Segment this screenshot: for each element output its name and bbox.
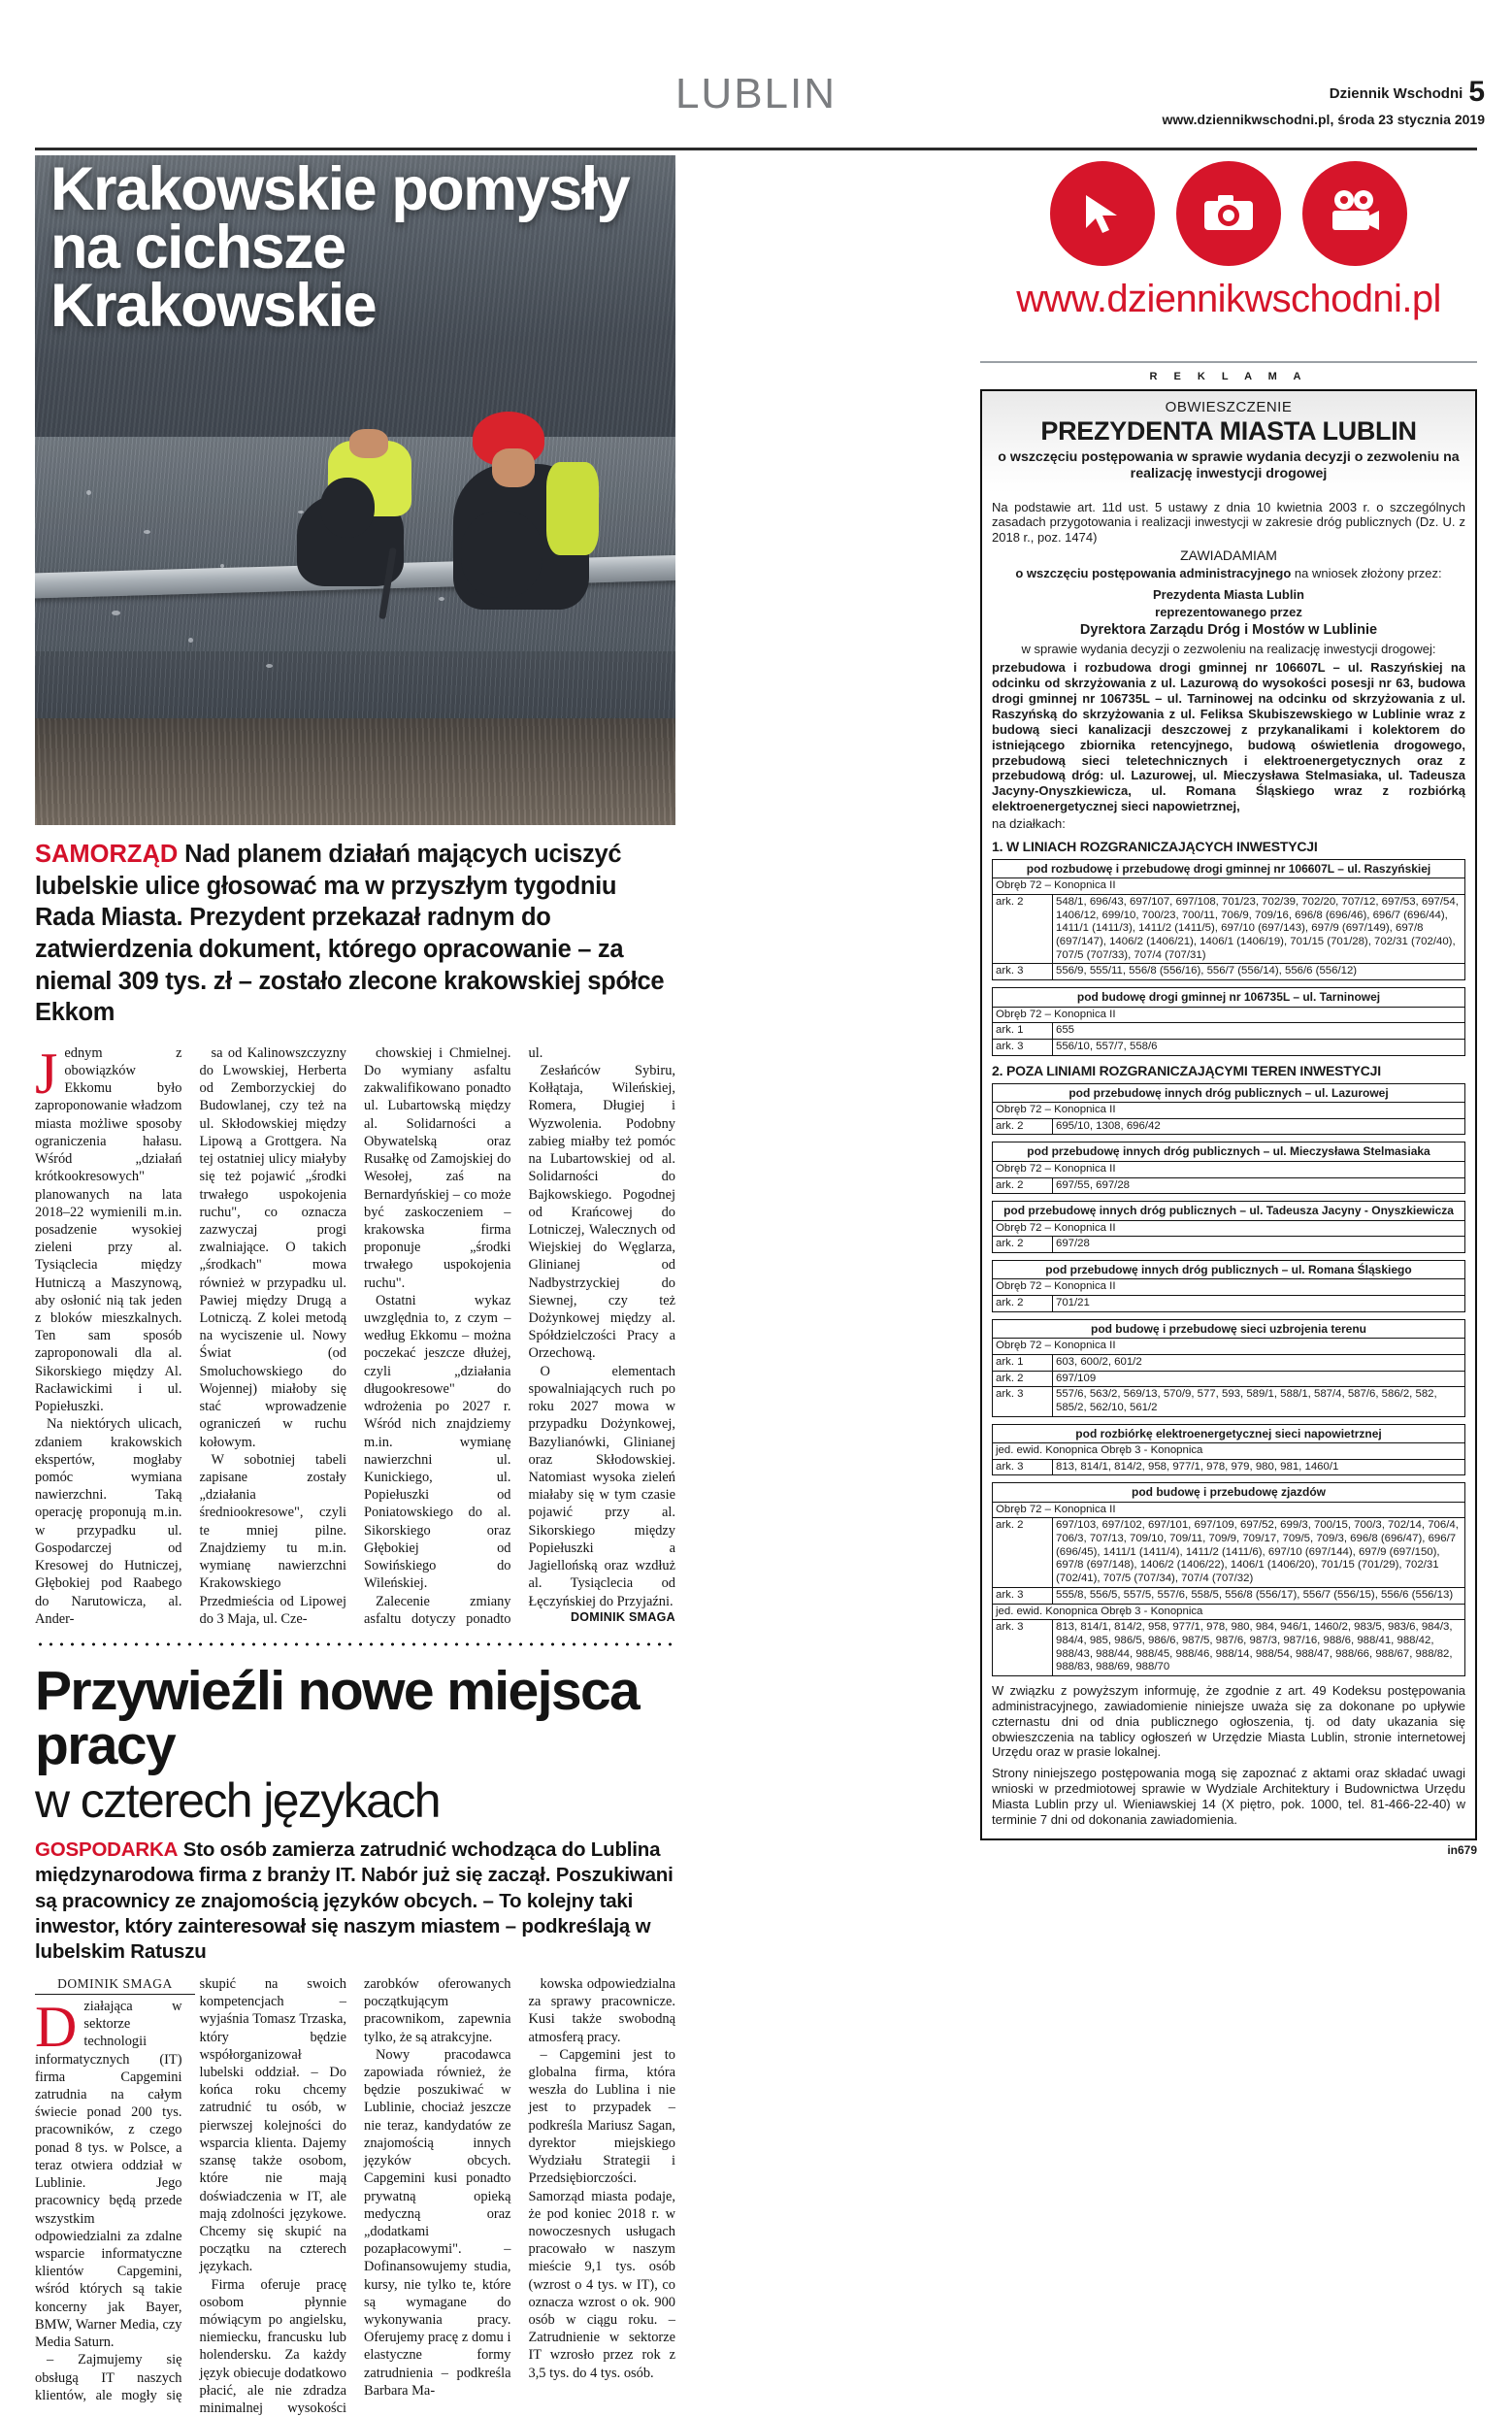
article1-para-5: Ostatni wykaz uwzględnia to, z czym – według Ekkomu – można poczekać jeszcze dłużej, czyli „działania długookresowe" do wdrożenia po 2027 r. Wśród nich znajdziemy m.in. wymianę nawierzchni ul. Kunickiego, ul. Popiełuszki od Poniatowskiego do al. Sikorskiego oraz Głębokiej od Sowińskiego do Wileńskiej. (364, 1292, 511, 1592)
table-row (993, 1371, 1465, 1387)
page-number: 5 (1468, 76, 1485, 108)
advert-foot-2: Strony niniejszego postępowania mogą się zapoznać z aktami oraz składać uwagi wnioski w przedmiotowej sprawie w Wydziale Architektury i Budownictwa Urzędu Miasta Lublin przy ul. Wieniawskiej 14 (X piętro, pok. 1000, tel. 81-466-22-40) w terminie 7 dni od dokonania zawiadomienia. (992, 1766, 1465, 1827)
article2-para-4: kowska odpowiedzialna za sprawy pracownicze. Kusi także swobodną atmosferą pracy. (528, 1975, 675, 2045)
article2-dropcap: D (35, 1994, 78, 2059)
article1-lead (35, 839, 675, 1029)
table-cell-key: ark. 3 (993, 1459, 1053, 1475)
table-row (993, 1354, 1465, 1371)
article1-para-6: Zalecenie zmiany asfaltu dotyczy ponadto ul. (364, 1044, 543, 1627)
table-cell-key: ark. 1 (993, 1354, 1053, 1371)
table-row (993, 1387, 1465, 1416)
article1-lead-text: Nad planem działań mających uciszyć lubelskie ulice głosować ma w przyszłym tygodniu Rada Miasta. Prezydent przekazał radnym do zatwierdzenia dokument, którego opracowanie – za niemal 309 tys. zł – zostało zlecone krakowskiej spółce Ekkom (35, 841, 665, 1027)
table-row (993, 1518, 1465, 1587)
table-header: pod przebudowę innych dróg publicznych – ul. Romana Śląskiego (993, 1260, 1465, 1278)
table-header: pod przebudowę innych dróg publicznych – ul. Mieczysława Stelmasiaka (993, 1142, 1465, 1161)
table-obreb: Obręb 72 – Konopnica II (993, 1279, 1465, 1296)
advert-label: R E K L A M A (1149, 371, 1308, 382)
editorial-column (35, 155, 675, 2417)
advert-wszczecie-rest: na wniosek złożony przez: (1291, 566, 1442, 581)
table-row (993, 1587, 1465, 1604)
worker-figure-1 (291, 423, 446, 617)
paper-meta: www.dziennikwschodni.pl, środa 23 stycznia 2019 (1162, 111, 1485, 127)
advert-applicant-3: Dyrektora Zarządu Dróg i Mostów w Lublinie (1079, 621, 1378, 638)
table-row (993, 964, 1465, 980)
table-row (993, 1118, 1465, 1135)
table-row (993, 1023, 1465, 1040)
table-obreb: Obręb 72 – Konopnica II (993, 1339, 1465, 1355)
article2-para-2: Firma oferuje pracę osobom płynnie mówiącym po angielsku, niemiecku, francusku lub holendersku. Za każdy język obiecuje dodatkowo płacić, ale nie zdradza minimalnej wysokości zarobków oferowanych początkującym pracownikom, zapewnia tylko, że są atrakcyjne. (199, 1975, 511, 2417)
advert-intro: Na podstawie art. 11d ust. 5 ustawy z dnia 10 kwietnia 2003 r. o szczególnych zasadach przygotowania i realizacji inwestycji w zakresie dróg publicznych (Dz. U. z 2018 r., poz. 1474) (992, 499, 1465, 546)
advert-table (992, 1319, 1465, 1417)
table-cell-key: ark. 1 (993, 1023, 1053, 1040)
article1-photo (35, 155, 675, 825)
film-projector-icon[interactable] (1302, 161, 1407, 266)
table-cell-value: 556/10, 557/7, 558/6 (1053, 1039, 1465, 1055)
advert-head-small: OBWIESZCZENIE (1165, 399, 1293, 415)
article1-dropcap: J (35, 1041, 58, 1106)
table-cell-value: 701/21 (1053, 1296, 1465, 1312)
article1-body (35, 1041, 675, 1628)
article1-para-1: Na niektórych ulicach, zdaniem krakowskich ekspertów, mogłaby pomóc wymiana nawierzchni. Taką operację proponują m.in. w przypadku ul. Gospodarczej od Kresowej do Hutniczej, Głębokiej pod Raabego do Narutowicza, al. Ander- (35, 1416, 182, 1627)
advert-section-1-title: 1. W LINIACH ROZGRANICZAJĄCYCH INWESTYCJI (992, 838, 1318, 854)
article1-para-7: Zesłańców Sybiru, Kołłątaja, Wileńskiej, Romera, Długiej i Wyzwolenia. Podobny zabieg miałby też pomóc na Lubartowskiej od al. Solidarności do Bajkowskiego. Pogodnej od Krańcowej do Lotniczej, Walecznych od Wiejskiej do Węglarza, Glinianej od Nadbystrzyckiej do Siewnej, czy też Dożynkowej między al. Spółdzielczości Pracy a Orzechową. (528, 1062, 675, 1362)
table-cell-value: 557/6, 563/2, 569/13, 570/9, 577, 593, 589/1, 588/1, 587/4, 587/6, 586/2, 582, 585/2, 562/10, 561/2 (1053, 1387, 1465, 1416)
table-cell-value: 697/109 (1053, 1371, 1465, 1387)
paper-name-row (1163, 74, 1485, 111)
paper-info (1163, 74, 1485, 128)
table-obreb: Obręb 72 – Konopnica II (993, 1007, 1465, 1023)
table-cell-value: 813, 814/1, 814/2, 958, 977/1, 978, 980, 984, 946/1, 1460/2, 983/5, 983/6, 984/3, 984/4, 985, 986/5, 986/6, 987/5, 987/6, 987/3, 987/16, 988/6, 988/41, 988/42, 988/43, 988/44, 988/45, 988/46, 988/14, 988/54, 988/47, 988/66, 988/67, 988/82, 988/83, 988/69, 988/70 (1053, 1620, 1465, 1676)
article1-para-0: ednym z obowiązków Ekkomu było zaproponowanie władzom miasta możliwe sposoby ograniczenia hałasu. Wśród „działań krótkookresowych" planowanych na lata 2018–22 wymienili m.in. posadzenie wysokiej zieleni przy al. Tysiąclecia między Hutniczą a Maszynową, aby osłonić nią tak jeden z bloków mieszkalnych. Ten sam sposób zaproponowali dla al. Sikorskiego między Al. Racławickimi i ul. Popiełuszki. (35, 1044, 182, 1415)
headline-line-1: Krakowskie pomysły (50, 155, 630, 223)
article1-signature: DOMINIK SMAGA (570, 1609, 675, 1624)
worker-figure-2 (432, 410, 616, 623)
advert-table (992, 1083, 1465, 1136)
table-obreb: Obręb 72 – Konopnica II (993, 1161, 1465, 1177)
camera-icon[interactable] (1176, 161, 1281, 266)
table-obreb: jed. ewid. Konopnica Obręb 3 - Konopnica (993, 1442, 1465, 1459)
table-header: pod budowę drogi gminnej nr 106735L – ul. Tarninowej (993, 988, 1465, 1007)
advert-tables-group-1 (992, 859, 1465, 1056)
advert-top-rule (980, 361, 1477, 363)
advert-section-2-title: 2. POZA LINIAMI ROZGRANICZAJĄCYMI TEREN INWESTYCJI (992, 1062, 1381, 1078)
table-cell-key: ark. 3 (993, 1620, 1053, 1676)
table-obreb: jed. ewid. Konopnica Obręb 3 - Konopnica (993, 1604, 1465, 1620)
table-row (993, 895, 1465, 964)
table-cell-key: ark. 3 (993, 1039, 1053, 1055)
advert-body (982, 493, 1475, 1838)
table-header: pod budowę i przebudowę zjazdów (993, 1483, 1465, 1502)
article1-para-3: W sobotniej tabeli zapisane zostały „działania średniookresowe", czyli te mniej pilne. Znajdziemy tu m.in. wymianę nawierzchni Krakowskiego Przedmieścia od Lipowej do 3 Maja, ul. Cze- (199, 1451, 346, 1627)
table-row (993, 1039, 1465, 1055)
article1-kicker: SAMORZĄD (35, 841, 179, 868)
table-obreb: Obręb 72 – Konopnica II (993, 1502, 1465, 1518)
table-cell-key: ark. 3 (993, 1387, 1053, 1416)
table-header: pod rozbudowę i przebudowę drogi gminnej nr 106607L – ul. Raszyńskiej (993, 859, 1465, 877)
table-cell-value: 655 (1053, 1023, 1465, 1040)
article2-kicker: GOSPODARKA (35, 1838, 179, 1861)
advert-table (992, 1424, 1465, 1476)
table-row (993, 1237, 1465, 1253)
table-header: pod przebudowę innych dróg publicznych – ul. Lazurowej (993, 1083, 1465, 1102)
article1-para-8: O elementach spowalniających ruch po roku 2027 mowa w przypadku Dożynkowej, Bazylianówki, Glinianej oraz Skłodowskiej. Natomiast wysoka zieleń miałaby się w tym czasie pojawić przy al. Sikorskiego między Popiełuszki a Jagiellońską oraz wzdłuż al. Tysiąclecia od Łęczyńskiej do Przyjaźni. (528, 1363, 675, 1609)
table-obreb: Obręb 72 – Konopnica II (993, 1103, 1465, 1119)
table-cell-value: 603, 600/2, 601/2 (1053, 1354, 1465, 1371)
table-cell-value: 556/9, 555/11, 556/8 (556/16), 556/7 (556/14), 556/6 (556/12) (1053, 964, 1465, 980)
table-obreb: Obręb 72 – Konopnica II (993, 878, 1465, 895)
advert-zawiadamiam: ZAWIADAMIAM (1180, 547, 1277, 564)
advert-box (980, 389, 1477, 1840)
table-cell-key: ark. 2 (993, 1518, 1053, 1587)
article2-headline-line-1: Przywieźli nowe miejsca pracy (35, 1659, 640, 1776)
table-header: pod przebudowę innych dróg publicznych – ul. Tadeusza Jacyny - Onyszkiewicza (993, 1202, 1465, 1220)
table-cell-key: ark. 3 (993, 1587, 1053, 1604)
table-cell-key: ark. 2 (993, 1237, 1053, 1253)
promo-icons (980, 161, 1477, 266)
paper-name: Dziennik Wschodni (1329, 85, 1463, 102)
article2-byline-wrap (35, 1975, 195, 1995)
advert-table (992, 1260, 1465, 1312)
article2-para-0: ziałająca w sektorze technologii informatycznych (IT) firma Capgemini zatrudnia na całym świecie ponad 200 tys. pracowników, z czego ponad 8 tys. w Polsce, a teraz otwiera oddział w Lublinie. Jego pracownicy będą przede wszystkim odpowiedzialni za zdalne wsparcie informatyczne klientów Capgemini, wśród których są takie koncerny jak Bayer, BMW, Warner Media, czy Media Saturn. (35, 1998, 182, 2351)
table-cell-key: ark. 2 (993, 1118, 1053, 1135)
cursor-click-icon[interactable] (1050, 161, 1155, 266)
advert-scope: przebudowa i rozbudowa drogi gminnej nr 106607L – ul. Raszyńskiej na odcinku od skrzyżowania z ul. Lazurową do wysokości posesji nr 63, budowa drogi gminnej nr 106735L – ul. Tarninowej na odcinku od skrzyżowania z ul. Raszyńską do skrzyżowania z ul. Feliksa Skubiszewskiego w Lublinie wraz z budową sieci kanalizacji deszczowej z przykanalikami i kolektorem do istniejącego zbiornika retencyjnego, budową oświetlenia drogowego, przebudową sieci teletechnicznych i elektroenergetycznych oraz z przebudową dróg: ul. Lazurowej, ul. Mieczysława Stelmasiaka, ul. Tadeusza Jacyny-Onyszkiewicza, ul. Romana Śląskiego wraz z rozbiórką elektroenergetycznej sieci napowietrznej, (992, 660, 1465, 814)
table-cell-value: 548/1, 696/43, 697/107, 697/108, 701/23, 702/39, 702/20, 707/12, 697/53, 697/54, 1406/12, 699/10, 700/23, 700/11, 706/9, 709/16, 696/8 (696/46), 696/7 (696/44), 1411/1 (1411/3), 1411/2 (1411/5), 697/10 (697/143), 697/9 (697/149), 697/8 (697/147), 1406/2 (1406/21), 1406/1 (1406/19), 701/15 (701/28), 702/31 (702/40), 707/5 (707/33), 707/4 (707/31) (1053, 895, 1465, 964)
article2-headline-line-2: w czterech językach (35, 1772, 440, 1828)
advert-table (992, 987, 1465, 1055)
advert-wszczecie-bold: o wszczęciu postępowania administracyjnego (1015, 566, 1292, 581)
table-row (993, 1296, 1465, 1312)
table-row (993, 1604, 1465, 1620)
table-cell-value: 697/28 (1053, 1237, 1465, 1253)
article2-headline (35, 1659, 675, 1828)
article2-para-3: Nowy pracodawca zapowiada również, że będzie poszukiwać w Lublinie, chociaż jeszcze nie teraz, kandydatów ze znajomością innych języków obcych. Capgemini kusi ponadto prywatną opieką medyczną oraz „dodatkami pozapłacowymi". – Dofinansowujemy studia, kursy, nie tylko te, które są wymagane do wykonywania pracy. Oferujemy pracę z domu i elastyczne formy zatrudnienia – podkreśla Barbara Ma- (364, 2046, 511, 2399)
advert-tables-group-2 (992, 1083, 1465, 1676)
right-column (980, 155, 1477, 1857)
table-cell-key: ark. 2 (993, 1371, 1053, 1387)
advert-header (982, 391, 1475, 493)
advert-table (992, 1201, 1465, 1253)
headline-line-2: na cichsze Krakowskie (50, 213, 377, 340)
page-title: LUBLIN (674, 70, 838, 117)
table-cell-value: 813, 814/1, 814/2, 958, 977/1, 978, 979, 980, 981, 1460/1 (1053, 1459, 1465, 1475)
article2-body (35, 1975, 675, 2417)
article2-lead (35, 1838, 675, 1966)
advert-applicant-2: reprezentowanego przez (1155, 605, 1302, 619)
advert-table (992, 859, 1465, 980)
article2-para-1: – Zajmujemy się obsługą IT naszych klientów, ale mogły się skupić na swoich kompetencjach – wyjaśnia Tomasz Trzaska, który będzie współorganizował lubelski oddział. – Do końca roku chcemy zatrudnić tu osób, w pierwszej kolejności do wsparcia klienta. Dajemy szansę także osobom, które nie mają doświadczenia w IT, ale mają zdolności językowe. Chcemy się skupić na początku na czterech językach. (35, 1975, 346, 2403)
table-cell-key: ark. 2 (993, 1296, 1053, 1312)
article2-lead-text: Sto osób zamierza zatrudnić wchodząca do Lublina międzynarodowa firma z branży IT. Nabór już się zaczął. Poszukiwani są pracownicy ze znajomością języków obcych. – To kolejny taki inwestor, który zainteresował się naszym miastem – podkreślają w lubelskim Ratuszu (35, 1838, 674, 1964)
advert-head-big: PREZYDENTA MIASTA LUBLIN (1040, 416, 1417, 446)
table-header: pod budowę i przebudowę sieci uzbrojenia terenu (993, 1319, 1465, 1338)
article2-byline: DOMINIK SMAGA (57, 1975, 173, 1991)
article1-para-2: sa od Kalinowszczyzny do Lwowskiej, Herberta od Zemborzyckiej do Budowlanej, czy też na ul. Skłodowskiej między Lipową a Grottgera. Na tej ostatniej ulicy miałyby się też pojawić „środki trwałego uspokojenia ruchu", co oznacza zazwyczaj progi zwalniające. O takich „środkach" mowa również w przypadku ul. Pawiej między Drugą a Lotniczą. Z kolei metodą na wyciszenie ul. Nowy Świat (od Smoluchowskiego do Wojennej) miałoby się stać wprowadzenie ograniczeń w ruchu kołowym. (199, 1044, 346, 1450)
article1-headline (50, 155, 672, 340)
advert-foot-1: W związku z powyższym informuję, że zgodnie z art. 49 Kodeksu postępowania administracyjnego, zawiadomienie niniejsze uważa się za dokonane po upływie czternastu dni od dnia publicznego ogłoszenia, tj. od daty ukazania się obwieszczenia na tablicy ogłoszeń w Urzędzie Miasta Lublin, stronie internetowej Urzędu oraz w prasie lokalnej. (992, 1682, 1465, 1760)
advert-table (992, 1482, 1465, 1676)
masthead (0, 66, 1512, 126)
table-cell-key: ark. 2 (993, 895, 1053, 964)
article2-para-5: – Capgemini jest to globalna firma, która weszła do Lublina i nie jest to przypadek – podkreśla Mariusz Sagan, dyrektor miejskiego Wydziału Strategii i Przedsiębiorczości. Samorząd miasta podaje, że pod koniec 2018 r. w nowoczesnych usługach pracowało w naszym mieście 9,1 tys. osób (wzrost o 4 tys. w IT), co oznacza wzrost o ok. 900 osób w ciągu roku. – Zatrudnienie w sektorze IT wzrosło przez rok z 3,5 tys. do 4 tys. osób. (528, 2046, 675, 2381)
advert-code: in679 (1447, 1842, 1477, 1857)
advert-applicant-1: Prezydenta Miasta Lublin (1152, 587, 1305, 603)
table-row (993, 1459, 1465, 1475)
table-header: pod rozbiórkę elektroenergetycznej sieci napowietrznej (993, 1424, 1465, 1442)
table-row (993, 1620, 1465, 1676)
advert-table (992, 1142, 1465, 1194)
website-promo[interactable] (980, 161, 1477, 355)
table-cell-value: 697/55, 697/28 (1053, 1177, 1465, 1194)
table-cell-value: 695/10, 1308, 696/42 (1053, 1118, 1465, 1135)
advert-na-dzialkach: na działkach: (992, 816, 1066, 831)
table-obreb: Obręb 72 – Konopnica II (993, 1220, 1465, 1237)
table-cell-value: 697/103, 697/102, 697/101, 697/109, 697/52, 699/3, 700/15, 700/3, 702/14, 706/4, 706/3, 707/13, 709/10, 709/11, 709/9, 709/17, 709/5, 709/3, 696/8 (696/47), 696/7 (696/45), 1411/1 (1411/4), 1411/2 (1411/6), 697/10 (697/144), 697/9 (697/150), 697/8 (697/148), 1406/2 (1406/22), 1406/1 (1406/20), 701/15 (701/29), 702/31 (702/41), 707/5 (707/34), 707/4 (707/32) (1053, 1518, 1465, 1587)
promo-url[interactable]: www.dziennikwschodni.pl (1016, 278, 1441, 320)
table-cell-key: ark. 3 (993, 964, 1053, 980)
article1-para-4: chowskiej i Chmielnej. Do wymiany asfaltu zakwalifikowano ponadto ul. Lubartowską między al. Solidarności a Obywatelską oraz Rusałkę od Zamojskiej do Wesołej, zaś na Bernardyńskiej – co może być zaskoczeniem – krakowska firma proponuje „środki trwałego uspokojenia ruchu". (364, 1044, 511, 1291)
advert-applicant-4: w sprawie wydania decyzji o zezwoleniu na realizację inwestycji drogowej: (1021, 641, 1436, 656)
header-divider (35, 148, 1477, 150)
table-cell-value: 555/8, 556/5, 557/5, 557/6, 558/5, 556/8 (556/17), 556/7 (556/15), 556/6 (556/13) (1053, 1587, 1465, 1604)
table-cell-key: ark. 2 (993, 1177, 1053, 1194)
advert-head-sub: o wszczęciu postępowania w sprawie wydania decyzji o zezwoleniu na realizację inwestycji drogowej (998, 449, 1460, 482)
section-divider (35, 1641, 675, 1647)
dirt-ground (35, 718, 675, 825)
table-row (993, 1177, 1465, 1194)
